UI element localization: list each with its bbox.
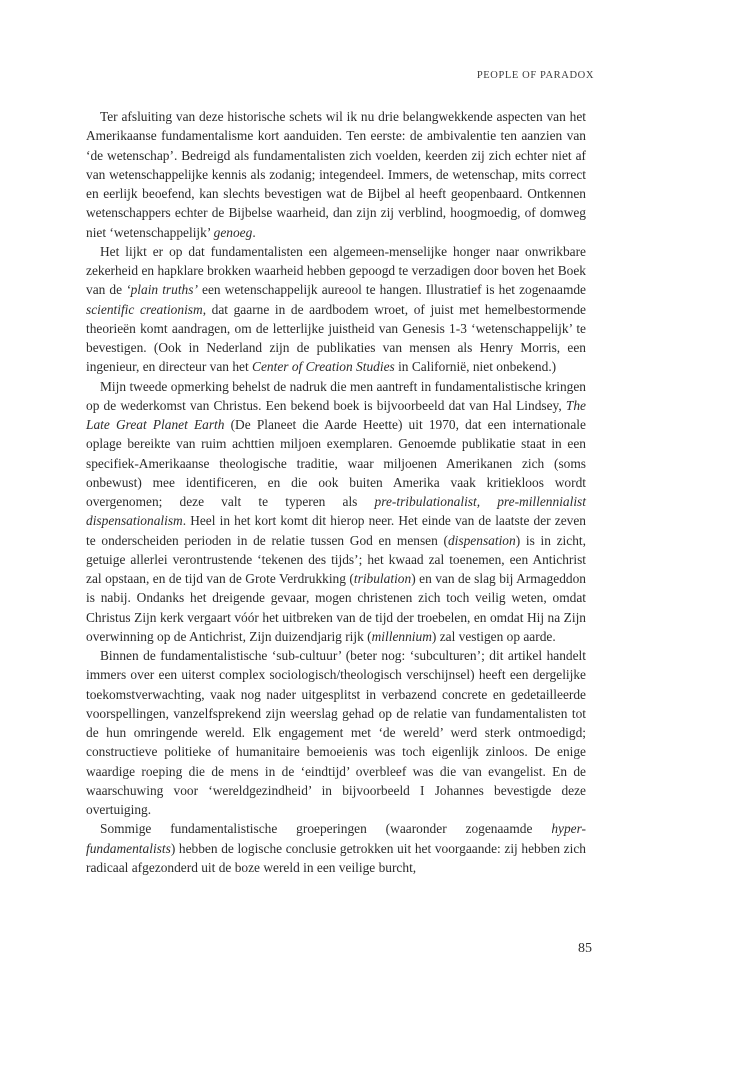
page-number: 85 (578, 941, 592, 956)
body-text (86, 107, 586, 877)
italic-phrase: scientific creationism (86, 301, 203, 317)
text-run: Mijn tweede opmerking behelst de nadruk die men aantreft in fundamentalistische kringen op de wederkomst van Christus. Een bekend boek is bijvoorbeeld dat van Hal Lindsey, (86, 378, 586, 413)
italic-phrase: The Late Great Planet Earth (86, 397, 586, 432)
text-run: Binnen de fundamentalistische ‘sub-cultuur’ (beter nog: ‘subculturen’; dit artikel handelt immers over een uiterst complex sociologisch/theologisch verschijnsel) heeft een dergelijke toekomstverwachting, vaak nog nader uitgesplitst in verbazend concrete en gedetailleerde voorspellingen, vanzelfsprekend zijn weerslag gehad op de relatie van fundamentalisten tot de hun omringende wereld. Elk engagement met ‘de wereld’ werd sterk ontmoedigd; constructieve politieke of humanitaire bemoeienis was toch eigenlijk zinloos. De enige waardige roeping die de mens in de ‘eindtijd’ overbleef was die van evangelist. En de waarschuwing voor ‘wereldgezindheid’ in bijvoorbeeld I Johannes bevestigde deze overtuiging. (86, 648, 586, 817)
text-run: een wetenschappelijk aureool te hangen. Illustratief is het zogenaamde (197, 282, 586, 298)
text-run: ) hebben de logische conclusie getrokken uit het voorgaande: zij hebben zich radicaal afgezonderd uit de boze wereld in een veilige burcht, (86, 840, 586, 875)
italic-phrase: millennium (371, 628, 432, 644)
text-run: ) is in zicht, getuige allerlei verontrustende ‘tekenen des tijds’; het kwaad zal toenemen, een Antichrist zal opstaan, en de tijd van de Grote Verdrukking ( (86, 532, 586, 586)
paragraph-5 (86, 819, 586, 877)
text-run: ) zal vestigen op aarde. (431, 628, 556, 644)
text-run: Het lijkt er op dat fundamentalisten een algemeen-menselijke honger naar onwrikbare zekerheid en hapklare brokken waarheid hebben gepoogd te verzadigen door boven het Boek van de (86, 243, 586, 298)
running-head: PEOPLE OF PARADOX (476, 70, 594, 81)
paragraph-1 (86, 107, 586, 242)
text-run: , dat gaarne in de aardbodem wroet, of juist met hemelbestormende theorieën komt aandragen, om de letterlijke juistheid van Genesis 1-3 ‘wetenschappelijk’ te bevestigen. (Ook in Nederland zijn de publikaties van mensen als Henry Morris, een ingenieur, en directeur van het (86, 301, 586, 375)
italic-phrase: genoeg (213, 224, 253, 240)
italic-phrase: dispensation (447, 532, 516, 548)
italic-phrase: tribulation (353, 571, 412, 586)
italic-phrase: Center of Creation Studies (252, 359, 395, 375)
text-run: (De Planeet die Aarde Heette) uit 1970, dat een internationale oplage bereikte van ruim achttien miljoen exemplaren. Genoemde publikatie staat in een specifiek-Amerikaanse theologische traditie, waar miljoenen Amerikanen zich (soms onbewust) mee identificeren, en die ook buiten Amerika vaak kritiekloos wordt overgenomen; deze valt te typeren als (86, 417, 586, 509)
text-run: . Heel in het kort komt dit hierop neer. Het einde van de laatste der zeven te onderscheiden perioden in de relatie tussen God en mensen ( (86, 513, 586, 548)
paragraph-3 (86, 377, 586, 647)
italic-phrase: ‘plain truths’ (126, 282, 198, 298)
paragraph-2 (86, 242, 586, 377)
italic-phrase: hyper-fundamentalists (86, 821, 586, 856)
text-run: . (252, 224, 256, 240)
text-run: ) en van de slag bij Armageddon is nabij. Ondanks het dreigende gevaar, mogen christenen zich toch veilig weten, omdat Christus Zijn kerk vergaart vóór het uitbreken van de tijd der troebelen, en omdat Hij na Zijn overwinning op de Antichrist, Zijn duizendjarig rijk ( (86, 571, 586, 644)
text-run: Ter afsluiting van deze historische schets wil ik nu drie belangwekkende aspecten van het Amerikaanse fundamentalisme kort aanduiden. Ten eerste: de ambivalentie ten aanzien van ‘de wetenschap’. Bedreigd als fundamentalisten zich voelden, keerden zij zich echter niet af van wetenschappelijke kennis als zodanig; integendeel. Immers, de wetenschap, mits correct en eerlijk beoefend, kan slechts bevestigen wat de Bijbel al heeft geopenbaard. Ontkennen wetenschappers echter de Bijbelse waarheid, dan zijn zij verblind, hoogmoedig, of domweg niet ‘wetenschappelijk’ (86, 109, 586, 240)
italic-phrase: pre-tribulationalist, pre-millennialist dispensationalism (86, 494, 586, 529)
text-run: Sommige fundamentalistische groeperingen (waaronder zogenaamde (100, 821, 552, 837)
text-run: in Californië, niet onbekend.) (394, 359, 557, 375)
paragraph-4 (86, 646, 586, 819)
